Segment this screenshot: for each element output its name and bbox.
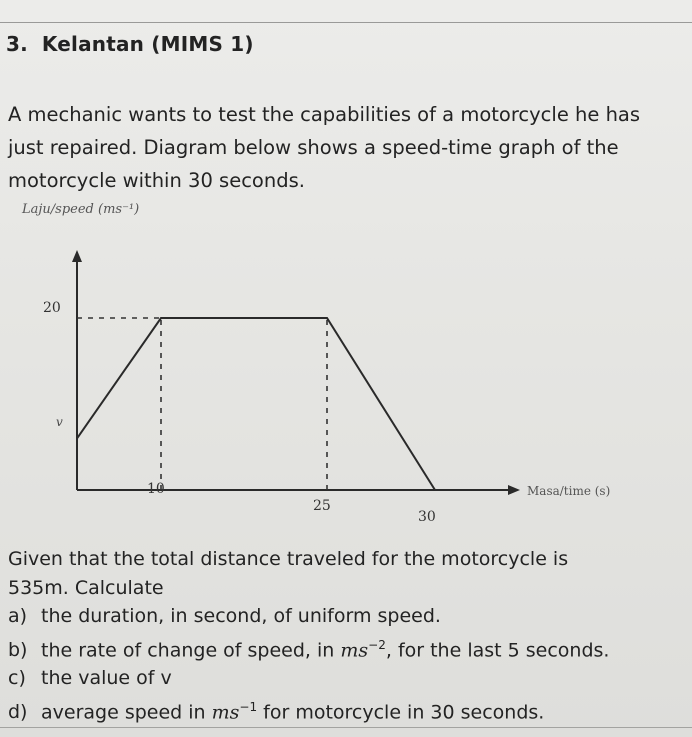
part-d-unit: ms	[211, 701, 240, 724]
part-b-exponent: −2	[368, 637, 386, 652]
x-tick-30: 30	[418, 509, 436, 525]
part-d-label: d)	[8, 701, 28, 724]
part-c-label: c)	[8, 667, 26, 690]
part-c-text: the value of v	[41, 667, 172, 690]
question-intro: A mechanic wants to test the capabilities of a motorcycle he has just repaired. Diagram below shows a speed-time graph of the motorcycle within 30 seconds.	[8, 103, 641, 192]
y-axis-label: Laju/speed (ms⁻¹)	[22, 202, 140, 217]
part-d-exponent: −1	[239, 699, 258, 714]
x-axis-arrow	[508, 485, 520, 495]
part-c	[8, 664, 688, 693]
part-a-label: a)	[8, 605, 28, 627]
part-b-label: b)	[8, 638, 28, 661]
part-a-text: the duration, in second, of uniform speed.	[41, 605, 441, 627]
question-parts	[8, 545, 688, 727]
part-b-unit: ms	[340, 638, 369, 661]
y-tick-20: 20	[43, 300, 61, 316]
bottom-rule	[0, 727, 692, 728]
question-number: 3.	[6, 32, 28, 56]
part-a	[8, 602, 688, 631]
x-axis-label: Masa/time (s)	[527, 484, 611, 498]
given-statement: Given that the total distance traveled for the motorcycle is 535m. Calculate	[8, 548, 569, 599]
y-axis-arrow	[72, 250, 82, 262]
x-tick-25: 25	[313, 498, 331, 514]
part-d-text-after: for motorcycle in 30 seconds.	[257, 701, 545, 724]
part-b	[8, 631, 688, 665]
speed-line	[77, 318, 435, 490]
y-tick-v: v	[56, 415, 63, 429]
part-d	[8, 693, 688, 727]
x-tick-10: 10	[147, 481, 165, 497]
part-b-text-before: the rate of change of speed, in	[41, 638, 341, 661]
part-b-text-after: , for the last 5 seconds.	[385, 638, 610, 661]
part-d-text-before: average speed in	[41, 701, 212, 724]
question-title: Kelantan (MIMS 1)	[41, 32, 254, 56]
